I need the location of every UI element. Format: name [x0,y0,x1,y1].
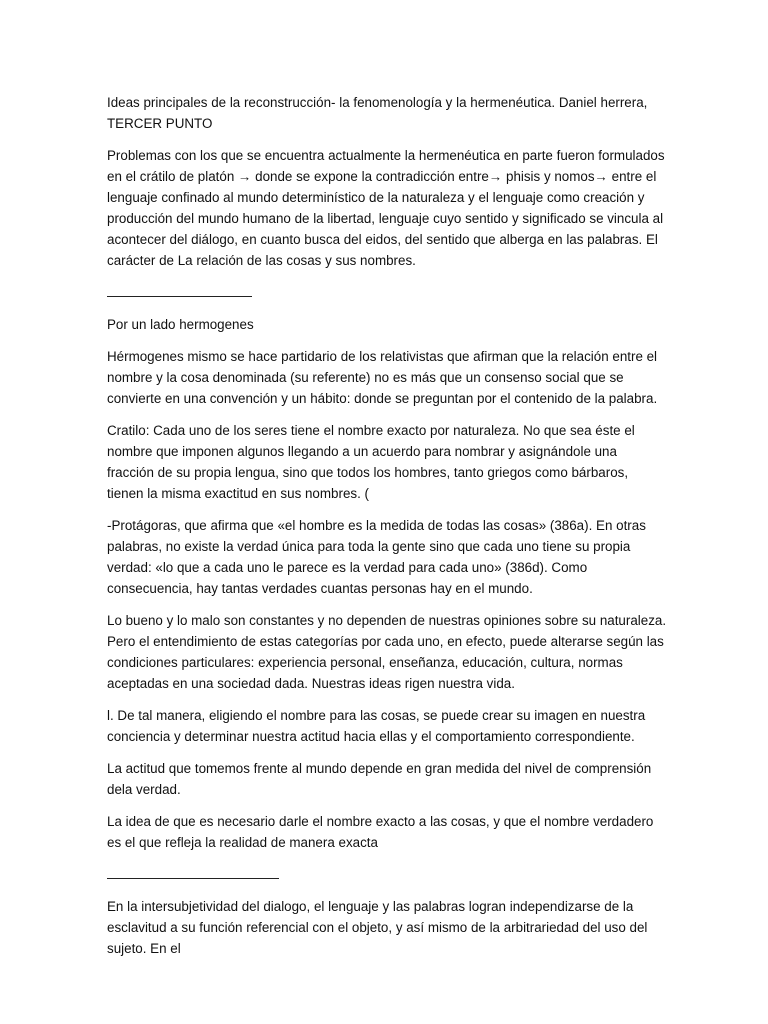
paragraph-bueno-malo: Lo bueno y lo malo son constantes y no dependen de nuestras opiniones sobre su naturaleza. Pero el entendimiento de estas categorías por cada uno, en efecto, puede alterarse según las condiciones particulares: experiencia personal, enseñanza, educación, cultura, normas aceptadas en una sociedad dada. Nuestras ideas rigen nuestra vida. [107,613,667,691]
separator-rule [107,282,667,303]
paragraph-problemas: Problemas con los que se encuentra actualmente la hermenéutica en parte fueron formulados en el crátilo de platón → donde se expone la contradicción entre→ phisis y nomos→ entre el lenguaje confinado al mundo determinístico de la naturaleza y el lenguaje como creación y producción del mundo humano de la libertad, lenguaje cuyo sentido y significado se vincula al acontecer del diálogo, en cuanto busca del eidos, del sentido que alberga en las palabras. El carácter de La relación de las cosas y sus nombres. [107,148,665,268]
paragraph-nombre-exacto: La idea de que es necesario darle el nombre exacto a las cosas, y que el nombre verdadero es el que refleja la realidad de manera exacta [107,814,654,850]
paragraph-hermogenes-heading: Por un lado hermogenes [107,317,254,332]
paragraph-intersubjetividad: En la intersubjetividad del dialogo, el lenguaje y las palabras logran independizarse de la esclavitud a su función referencial con el objeto, y así mismo de la arbitrariedad del uso del sujeto. En el [107,899,648,956]
document-title [107,92,667,134]
paragraph-hermogenes: Hérmogenes mismo se hace partidario de los relativistas que afirman que la relación entre el nombre y la cosa denominada (su referente) no es más que un consenso social que se convierte en una convención y un hábito: donde se preguntan por el contenido de la palabra. [107,349,658,406]
separator-rule [107,864,667,885]
paragraph-cratilo: Cratilo: Cada uno de los seres tiene el nombre exacto por naturaleza. No que sea éste el nombre que imponen algunos llegando a un acuerdo para nombrar y asignándole una fracción de su propia lengua, sino que todos los hombres, tanto griegos como bárbaros, tienen la misma exactitud en sus nombres. ( [107,423,635,501]
document-body [107,92,667,970]
title-line-1: Ideas principales de la reconstrucción- la fenomenología y la hermenéutica. Daniel herrera, [107,95,648,110]
paragraph-actitud: La actitud que tomemos frente al mundo depende en gran medida del nivel de comprensión dela verdad. [107,761,652,797]
paragraph-eligiendo-nombre: l. De tal manera, eligiendo el nombre para las cosas, se puede crear su imagen en nuestra conciencia y determinar nuestra actitud hacia ellas y el comportamiento correspondiente. [107,708,646,744]
title-line-2: TERCER PUNTO [107,116,213,131]
paragraph-protagoras: -Protágoras, que afirma que «el hombre es la medida de todas las cosas» (386a). En otras palabras, no existe la verdad única para toda la gente sino que cada uno tiene su propia verdad: «lo que a cada uno le parece es la verdad para cada uno» (386d). Como consecuencia, hay tantas verdades cuantas personas hay en el mundo. [107,518,646,596]
